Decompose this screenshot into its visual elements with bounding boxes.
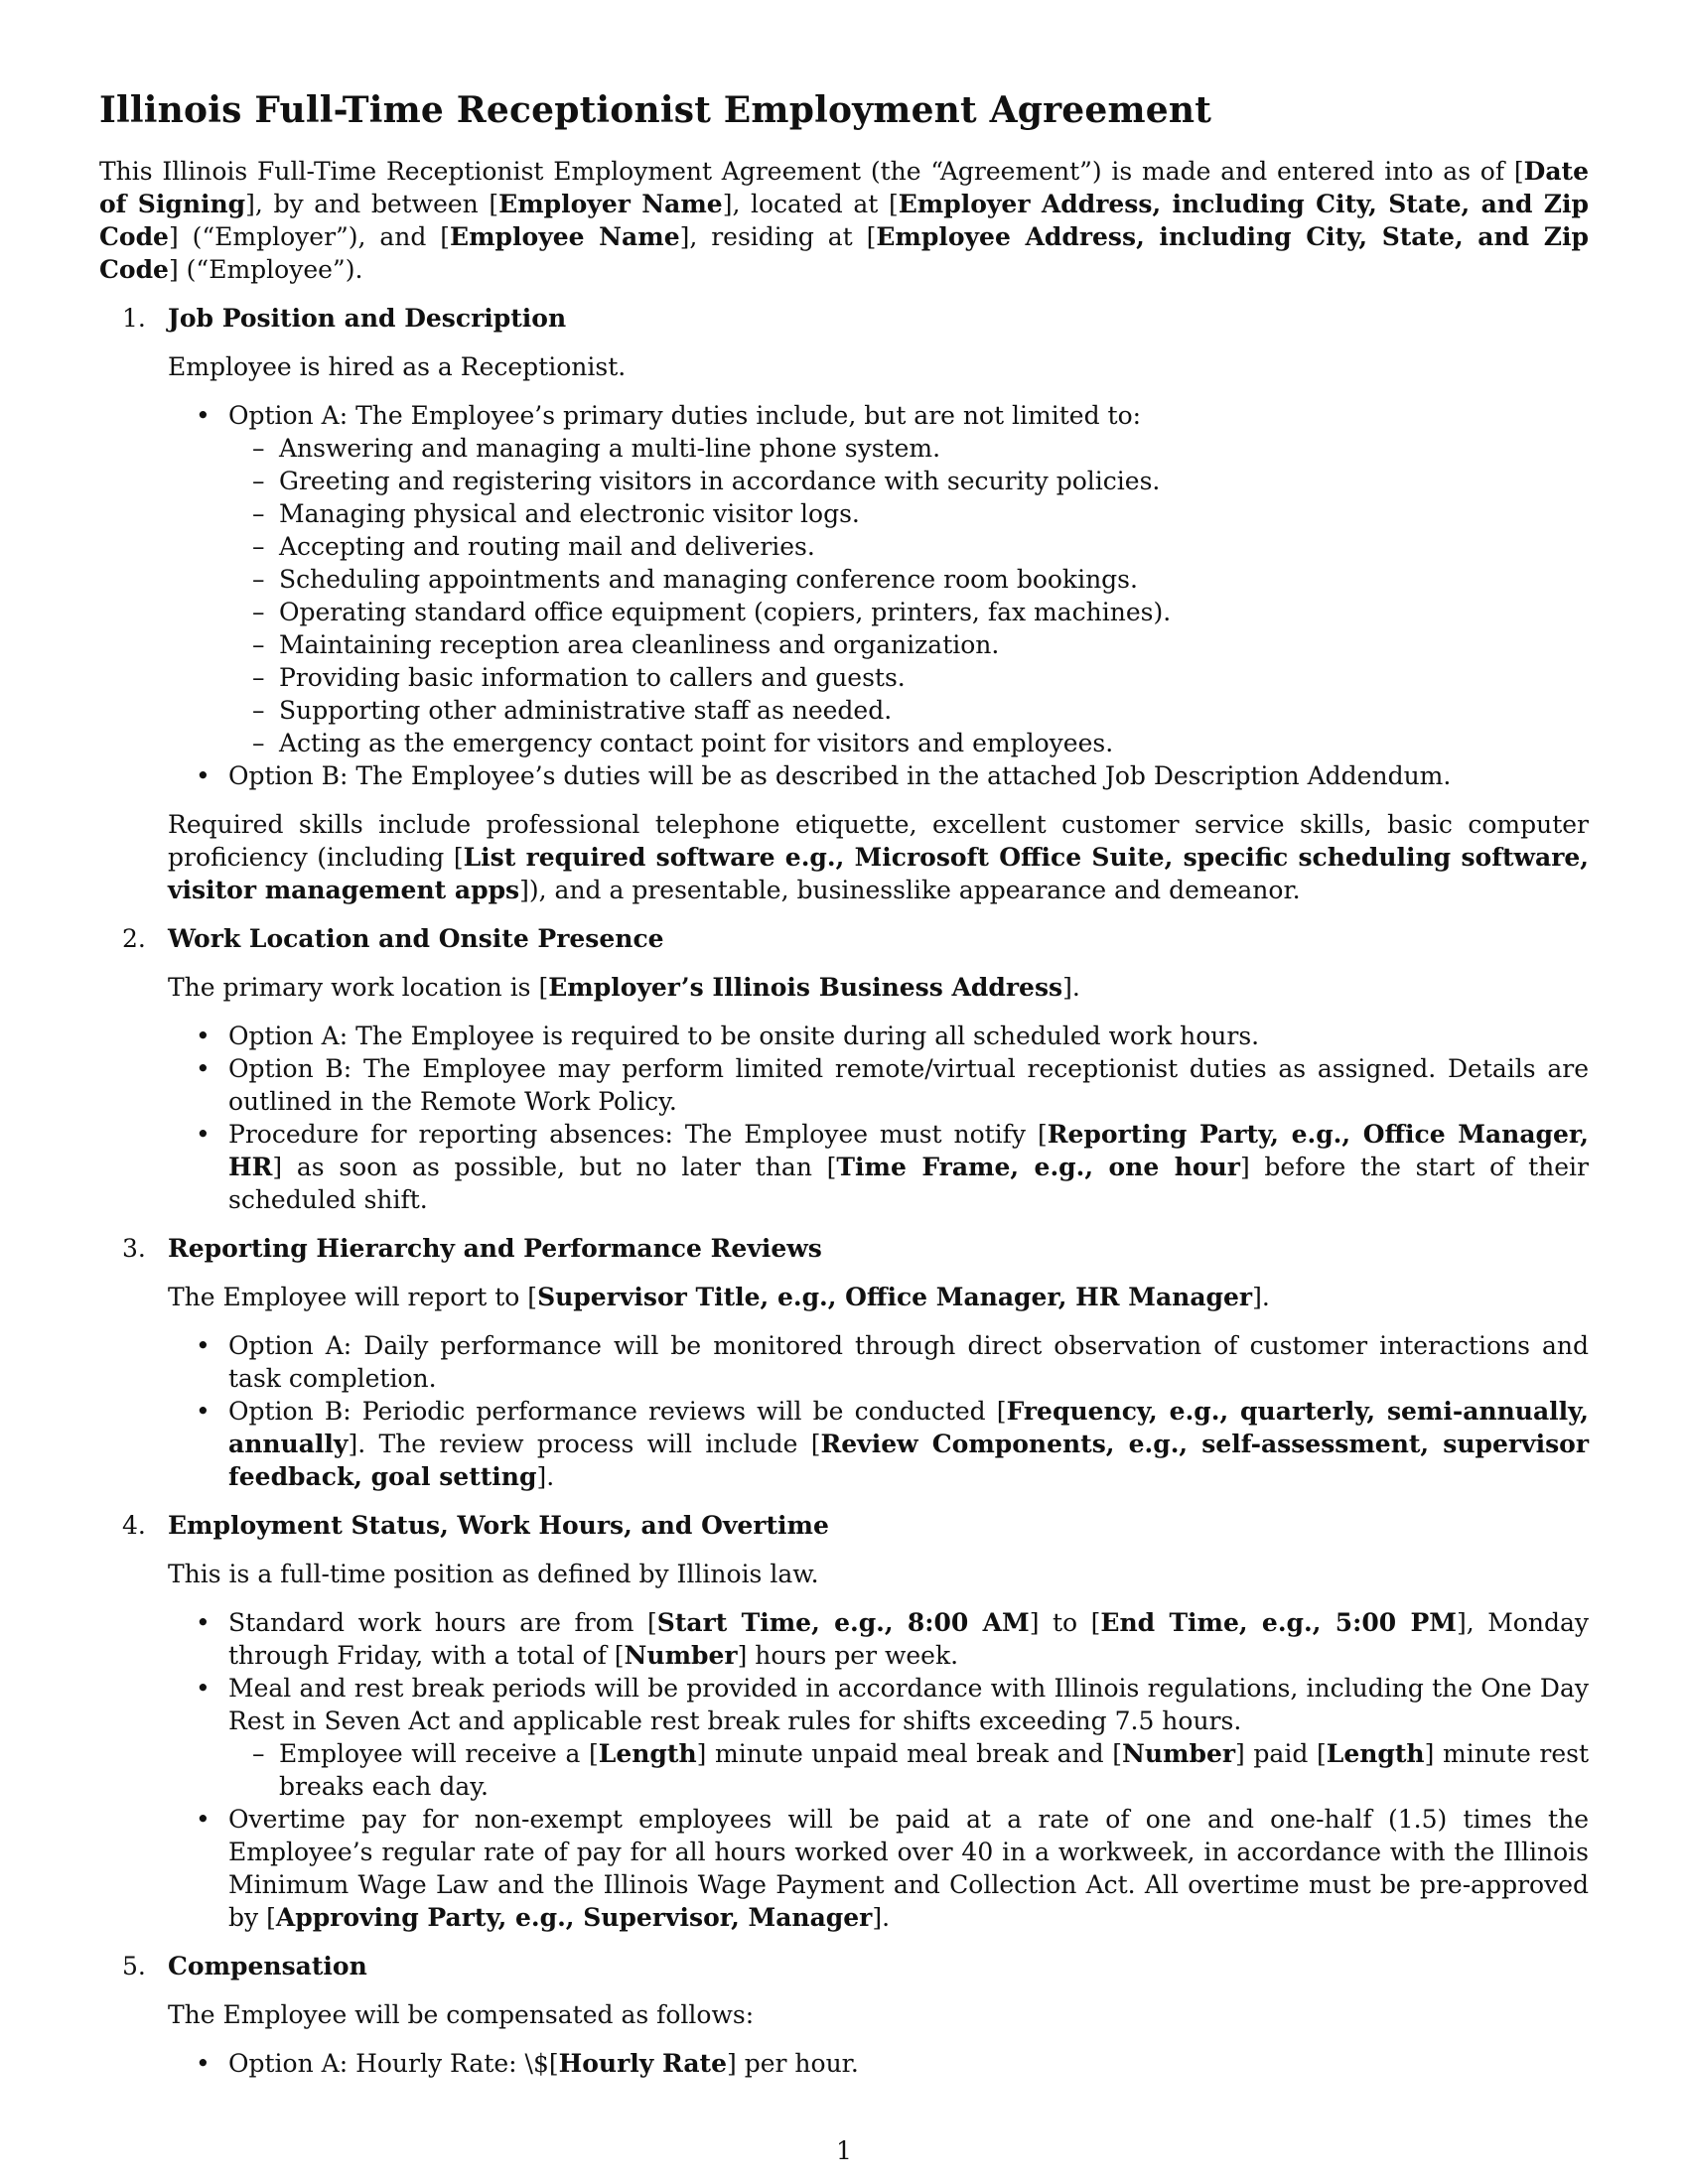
duty-item: – Accepting and routing mail and deliveries.: [252, 532, 815, 561]
bullet-icon: •: [196, 1805, 211, 1834]
bullet-icon: •: [196, 1331, 211, 1360]
bullet-icon: •: [196, 1397, 211, 1426]
intro-paragraph: This Illinois Full-Time Receptionist Employment Agreement (the “Agreement”) is made and entered into as of [Date of Signing], by and between [Employer Name], located at [Employer Address, including City, State, and Zip Code] (“Employer”), and [Employee Name], residing at [Employee Address, including City, State, and Zip Code] (“Employee”).: [99, 157, 1590, 284]
section-job-position: [122, 302, 1589, 906]
list-item: • Option A: The Employee is required to be onsite during all scheduled work hours.: [196, 1022, 1260, 1050]
document-page: [99, 87, 1589, 2096]
duty-item: – Acting as the emergency contact point for visitors and employees.: [252, 729, 1114, 757]
list-item: • Option A: Daily performance will be monitored through direct observation of customer interactions and task completion.: [196, 1331, 1589, 1393]
duty-item: – Scheduling appointments and managing conference room bookings.: [252, 565, 1138, 594]
dash-icon: –: [252, 663, 265, 692]
dash-icon: –: [252, 696, 265, 725]
section-lead: The Employee will be compensated as follows:: [168, 2000, 755, 2029]
list-item: • Option B: The Employee’s duties will be as described in the attached Job Description Addendum.: [196, 761, 1452, 790]
duty-item: – Operating standard office equipment (copiers, printers, fax machines).: [252, 598, 1172, 626]
list-item: • Option B: Periodic performance reviews will be conducted [Frequency, e.g., quarterly, semi-annually, annually]. The review process will include [Review Components, e.g., self-assessment, supervisor feedback, goal setting].: [196, 1397, 1590, 1491]
break-item: – Employee will receive a [Length] minute unpaid meal break and [Number] paid [Length] minute rest breaks each day.: [252, 1739, 1589, 1801]
section-lead: Employee is hired as a Receptionist.: [168, 352, 627, 381]
dash-icon: –: [252, 630, 265, 659]
section-title: Job Position and Description: [168, 304, 567, 333]
dash-icon: –: [252, 1739, 265, 1768]
dash-icon: –: [252, 532, 265, 561]
duty-item: – Greeting and registering visitors in accordance with security policies.: [252, 467, 1161, 495]
list-item: • Procedure for reporting absences: The Employee must notify [Reporting Party, e.g., Office Manager, HR] as soon as possible, but no later than [Time Frame, e.g., one hour] before the start of their scheduled shift.: [196, 1120, 1590, 1214]
section-number: 1.: [122, 304, 146, 333]
dash-icon: –: [252, 565, 265, 594]
section-reporting-hierarchy: [122, 1232, 1590, 1493]
list-item: • Overtime pay for non-exempt employees will be paid at a rate of one and one-half (1.5) times the Employee’s regular rate of pay for all hours worked over 40 in a workweek, in accordance with the Illinois Minimum Wage Law and the Illinois Wage Payment and Collection Act. All overtime must be pre-approved by [Approving Party, e.g., Supervisor, Manager].: [196, 1805, 1589, 1932]
section-number: 3.: [122, 1234, 146, 1263]
list-item: • Option A: The Employee’s primary duties include, but are not limited to: – Answering and managing a multi-line phone system. – Greeting and registering visitors in accordance with security policies. – Managing physical and electronic visitor logs. – Accepting and routing mail and deliveries. – Scheduling appointments and managing conference room bookings. – Operating standard office equipment (copiers, printers, fax machines). – Maintaining reception area cleanliness and organization. – Providing basic information to callers and guests. – Supporting other administrative staff as needed. – Acting as the emergency contact point for visitors and employees.: [168, 399, 1589, 759]
duties-list: [228, 432, 1589, 759]
bullet-icon: •: [196, 1054, 211, 1083]
list-item: • Option A: Hourly Rate: \$[Hourly Rate] per hour.: [196, 2049, 859, 2078]
list-item: • Meal and rest break periods will be provided in accordance with Illinois regulations, including the One Day Rest in Seven Act and applicable rest break rules for shifts exceeding 7.5 hours. – Employee will receive a [Length] minute unpaid meal break and [Number] paid [Length] minute rest breaks each day.: [196, 1674, 1589, 1801]
bullet-icon: •: [196, 1674, 211, 1703]
option-list: [168, 1329, 1589, 1493]
bullet-icon: •: [196, 761, 211, 790]
list-item: • Standard work hours are from [Start Time, e.g., 8:00 AM] to [End Time, e.g., 5:00 PM], Monday through Friday, with a total of [Number] hours per week.: [196, 1608, 1589, 1670]
section-title: Compensation: [168, 1952, 367, 1980]
option-list: [168, 2047, 1589, 2080]
section-number: 5.: [122, 1952, 146, 1980]
break-list: [228, 1737, 1589, 1803]
page-title: Illinois Full-Time Receptionist Employment Agreement: [99, 89, 1212, 131]
section-compensation: [122, 1950, 1589, 2080]
duty-item: – Providing basic information to callers and guests.: [252, 663, 906, 692]
option-list: [168, 1606, 1589, 1934]
section-title: Work Location and Onsite Presence: [168, 924, 664, 953]
section-title: Employment Status, Work Hours, and Overtime: [168, 1511, 829, 1540]
list-item: • Option B: The Employee may perform limited remote/virtual receptionist duties as assigned. Details are outlined in the Remote Work Policy.: [196, 1054, 1589, 1116]
bullet-icon: •: [196, 1022, 211, 1050]
dash-icon: –: [252, 598, 265, 626]
duty-item: – Answering and managing a multi-line phone system.: [252, 434, 941, 463]
duty-item: – Supporting other administrative staff as needed.: [252, 696, 893, 725]
section-work-location: [122, 922, 1590, 1216]
dash-icon: –: [252, 434, 265, 463]
duty-item: – Managing physical and electronic visitor logs.: [252, 499, 860, 528]
bullet-icon: •: [196, 1608, 211, 1637]
section-number: 4.: [122, 1511, 146, 1540]
bullet-icon: •: [196, 401, 211, 430]
section-lead: The primary work location is [Employer’s Illinois Business Address].: [168, 973, 1080, 1002]
dash-icon: –: [252, 729, 265, 757]
dash-icon: –: [252, 467, 265, 495]
skills-paragraph: Required skills include professional telephone etiquette, excellent customer service skills, basic computer proficiency (including [List required software e.g., Microsoft Office Suite, specific scheduling software, visitor management apps]), and a presentable, businesslike appearance and demeanor.: [168, 810, 1589, 904]
section-title: Reporting Hierarchy and Performance Reviews: [168, 1234, 822, 1263]
option-list: [168, 1020, 1589, 1216]
section-number: 2.: [122, 924, 146, 953]
section-lead: The Employee will report to [Supervisor Title, e.g., Office Manager, HR Manager].: [168, 1283, 1270, 1311]
page-number: 1: [836, 2136, 852, 2165]
dash-icon: –: [252, 499, 265, 528]
duty-item: – Maintaining reception area cleanliness and organization.: [252, 630, 1000, 659]
section-lead: This is a full-time position as defined by Illinois law.: [168, 1560, 819, 1588]
section-employment-status: [122, 1509, 1589, 1934]
bullet-icon: •: [196, 2049, 211, 2078]
bullet-icon: •: [196, 1120, 211, 1149]
option-list: [168, 399, 1589, 792]
